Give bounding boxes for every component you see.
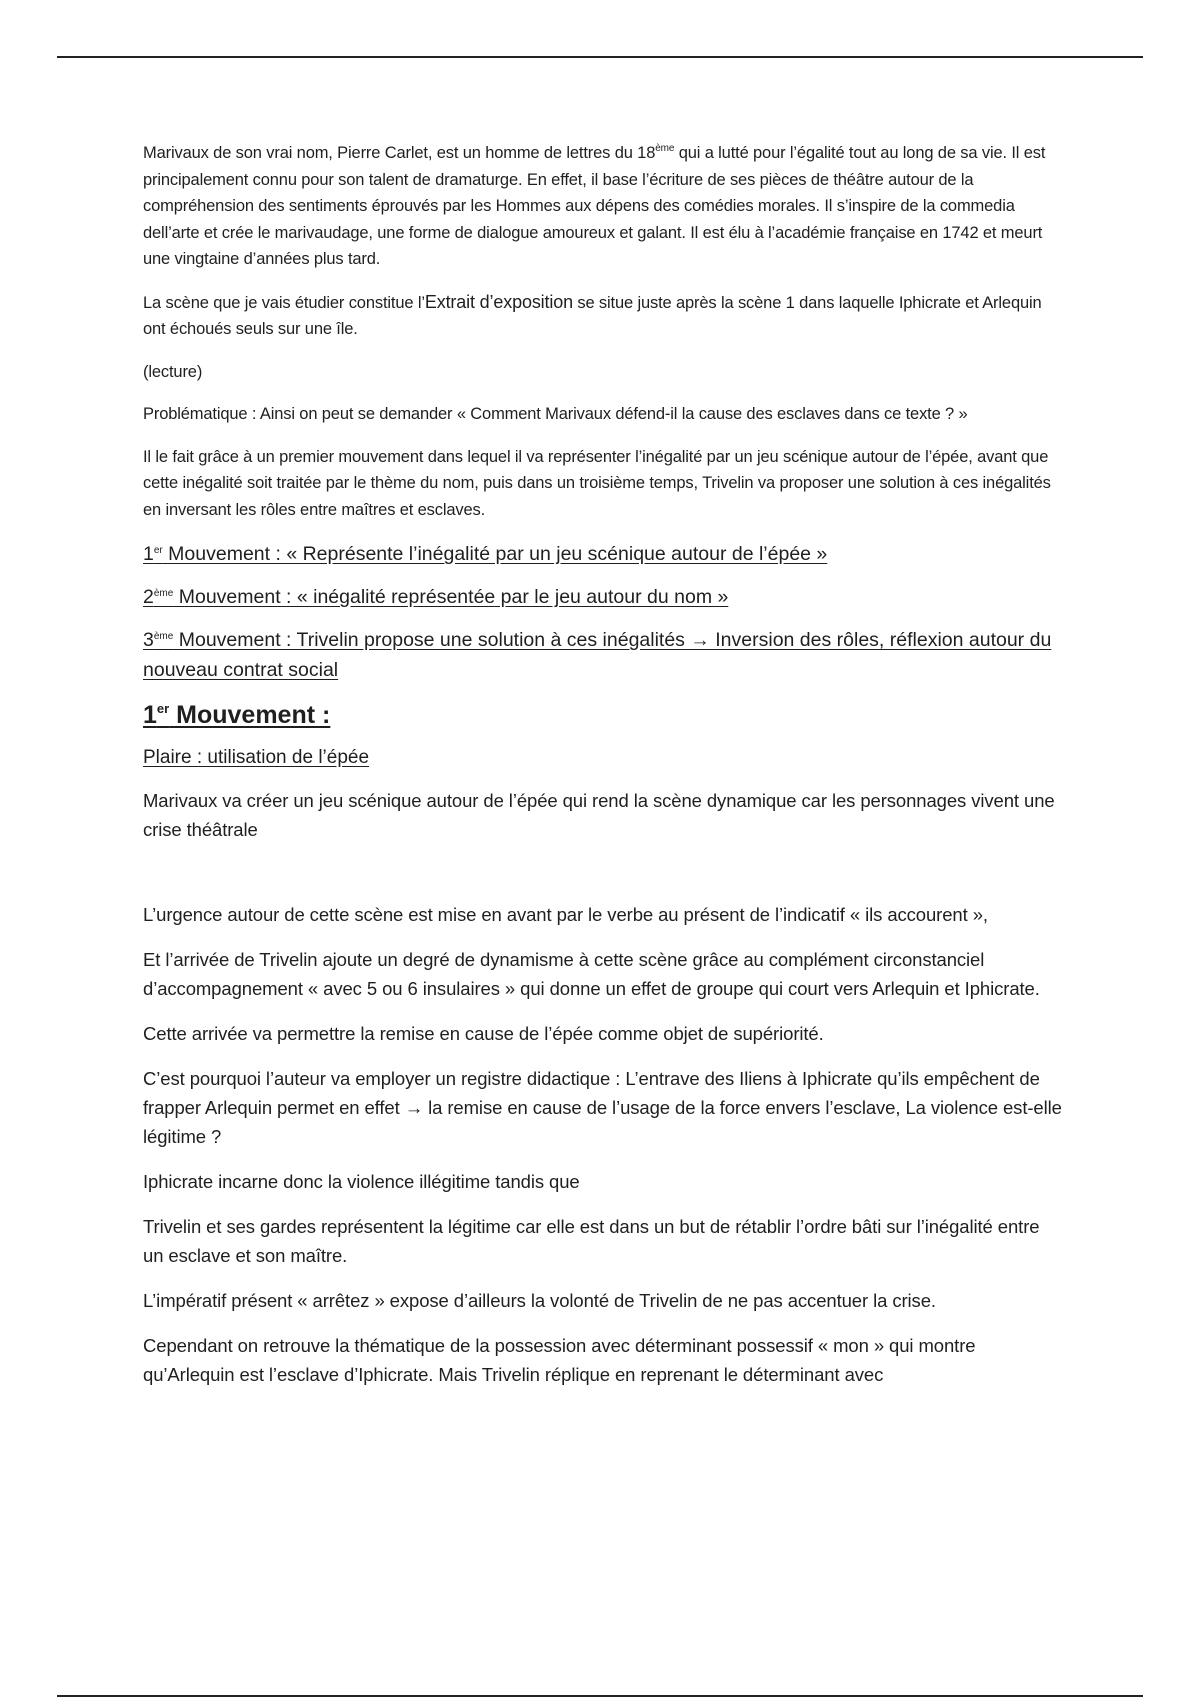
movement-heading-2: 2ème Mouvement : « inégalité représentée par le jeu autour du nom »: [143, 586, 729, 608]
body-paragraph-4: Cette arrivée va permettre la remise en cause de l’épée comme objet de supériorité.: [143, 1023, 824, 1044]
movement-heading-3: 3ème Mouvement : Trivelin propose une solution à ces inégalités → Inversion des rôles, réflexion autour du nouveau contrat social: [143, 629, 1052, 681]
body-paragraph-8: L’impératif présent « arrêtez » expose d’ailleurs la volonté de Trivelin de ne pas accentuer la crise.: [143, 1290, 936, 1311]
header-rule: [57, 56, 1143, 58]
body-paragraph-7: Trivelin et ses gardes représentent la légitime car elle est dans un but de rétablir l’ordre bâti sur l’inégalité entre un esclave et son maître.: [143, 1216, 1040, 1266]
intro-paragraph-2: La scène que je vais étudier constitue l’Extrait d’exposition se situe juste après la scène 1 dans laquelle Iphicrate et Arlequin ont échoués seuls sur une île.: [143, 291, 1042, 338]
body-paragraph-5: C’est pourquoi l’auteur va employer un registre didactique : L’entrave des Iliens à Iphicrate qu’ils empêchent de frapper Arlequin permet en effet → la remise en cause de l’usage de la force envers l’esclave, La violence est-elle légitime ?: [143, 1068, 1062, 1147]
blank-space: [143, 860, 1063, 900]
document-body: [143, 140, 1063, 1405]
intro-paragraph-1: Marivaux de son vrai nom, Pierre Carlet, est un homme de lettres du 18ème qui a lutté pour l’égalité tout au long de sa vie. Il est principalement connu pour son talent de dramaturge. En effet, il base l’écriture de ses pièces de théâtre autour de la compréhension des sentiments éprouvés par les Hommes aux dépens des comédies morales. Il s’inspire de la commedia dell’arte et crée le marivaudage, une forme de dialogue amoureux et galant. Il est élu à l’académie française en 1742 et meurt une vingtaine d’années plus tard.: [143, 143, 1046, 268]
body-paragraph-2: L’urgence autour de cette scène est mise en avant par le verbe au présent de l’indicatif « ils accourent »,: [143, 904, 988, 925]
reading-note: (lecture): [143, 362, 203, 381]
movement-heading-1: 1er Mouvement : « Représente l’inégalité par un jeu scénique autour de l’épée »: [143, 543, 828, 565]
body-paragraph-6: Iphicrate incarne donc la violence illégitime tandis que: [143, 1171, 580, 1192]
body-paragraph-1: Marivaux va créer un jeu scénique autour de l’épée qui rend la scène dynamique car les personnages vivent une crise théâtrale: [143, 790, 1055, 840]
section-subtitle: Plaire : utilisation de l’épée: [143, 747, 370, 768]
problematique: Problématique : Ainsi on peut se demander « Comment Marivaux défend-il la cause des esclaves dans ce texte ? »: [143, 405, 968, 423]
body-paragraph-3: Et l’arrivée de Trivelin ajoute un degré de dynamisme à cette scène grâce au complément circonstanciel d’accompagnement « avec 5 ou 6 insulaires » qui donne un effet de groupe qui court vers Arlequin et Iphicrate.: [143, 949, 1040, 999]
plan-paragraph: Il le fait grâce à un premier mouvement dans lequel il va représenter l’inégalité par un jeu scénique autour de l’épée, avant que cette inégalité soit traitée par le thème du nom, puis dans un troisième temps, Trivelin va proposer une solution à ces inégalités en inversant les rôles entre maîtres et esclaves.: [143, 447, 1051, 519]
footer-rule: [57, 1695, 1143, 1697]
section-title: 1er Mouvement :: [143, 701, 331, 729]
body-paragraph-9: Cependant on retrouve la thématique de la possession avec déterminant possessif « mon » qui montre qu’Arlequin est l’esclave d’Iphicrate. Mais Trivelin réplique en reprenant le déterminant avec: [143, 1335, 976, 1385]
